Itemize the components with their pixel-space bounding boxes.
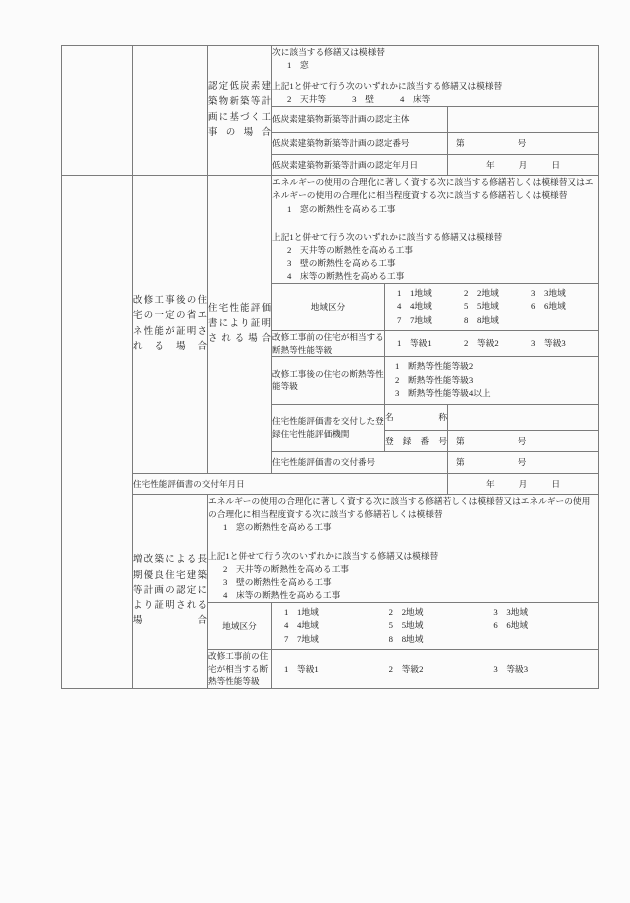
s2-institution-label: 住宅性能評価書を交付した登録住宅性能評価機関	[272, 404, 385, 452]
section3-work-row	[62, 495, 599, 602]
s2-issue-number-label: 住宅性能評価書の交付番号	[272, 452, 448, 474]
s2-grade-after-options[interactable]	[385, 357, 599, 404]
s1-cert-number-label: 低炭素建築物新築等計画の認定番号	[272, 133, 448, 155]
s1-date-day: 日	[551, 159, 561, 170]
s3-region-label: 地域区分	[208, 602, 272, 649]
section2-work-row	[62, 176, 599, 283]
s2-region-options[interactable]	[385, 283, 599, 330]
s2-date-day: 日	[551, 478, 561, 489]
s2-grade-after-3[interactable]: 3 断熱等性能等級4以上	[395, 388, 491, 399]
section1-work-row	[62, 46, 599, 107]
s2-grade-before-3[interactable]: 3 等級3	[531, 338, 566, 349]
s3-grade-before-1[interactable]: 1 等級1	[284, 663, 319, 674]
s3-grade-before-2[interactable]: 2 等級2	[388, 663, 424, 674]
s2-region-3[interactable]: 3 3地域	[531, 287, 566, 298]
s2-grade-after-2[interactable]: 2 断熱等性能等級3	[395, 374, 474, 385]
s2-region-1[interactable]: 1 1地域	[397, 287, 432, 298]
s2-work-heading2: 上記1と併せて行う次のいずれかに該当する修繕又は模様替	[272, 231, 503, 242]
s3-region-7[interactable]: 7 7地域	[284, 633, 319, 644]
s2-region-2[interactable]: 2 2地域	[464, 287, 499, 298]
s2-issue-number-suffix: 号	[517, 457, 527, 468]
section3-case-label: 増改築による長期優良住宅建築等計画の認定により証明される場合	[133, 495, 208, 688]
s3-grade-before-options[interactable]	[272, 650, 599, 688]
s3-grade-before-label: 改修工事前の住宅が相当する断熱等性能等級	[208, 650, 272, 688]
s3-work-item2: 2 天井等の断熱性を高める工事	[223, 563, 349, 574]
s1-date-month: 月	[518, 159, 528, 170]
s3-region-blank	[487, 633, 592, 646]
s3-region-options[interactable]	[272, 602, 599, 649]
s3-work-item1: 1 窓の断熱性を高める工事	[223, 522, 332, 533]
s1-cert-date-label: 低炭素建築物新築等計画の認定年月日	[272, 154, 448, 176]
s1-cert-number-prefix: 第	[456, 138, 465, 149]
s1-cert-number-value[interactable]	[448, 133, 599, 155]
s2-grade-before-options[interactable]	[385, 331, 599, 357]
s2-region-8[interactable]: 8 8地域	[464, 314, 499, 325]
s2-grade-after-label: 改修工事後の住宅の断熱等性能等級	[272, 357, 385, 404]
s2-work-item1: 1 窓の断熱性を高める工事	[287, 203, 396, 214]
s2-work-heading1: エネルギーの使用の合理化に著しく資する次に該当する修繕若しくは模様替又はエネルギーの使用の合理化に相当程度資する次に該当する修繕若しくは模様替	[272, 177, 594, 201]
s3-work-item3: 3 壁の断熱性を高める工事	[223, 576, 332, 587]
s1-authority-label: 低炭素建築物新築等計画の認定主体	[272, 107, 448, 133]
s2-work-item4: 4 床等の断熱性を高める工事	[287, 270, 405, 281]
s2-date-year: 年	[485, 478, 495, 489]
section2-outer-blank-cell	[62, 176, 133, 688]
section3-work-block	[208, 495, 599, 602]
s3-work-heading1: エネルギーの使用の合理化に著しく資する次に該当する修繕若しくは模様替又はエネルギーの使用の合理化に相当程度資する次に該当する修繕若しくは模様替	[208, 496, 591, 520]
s2-institution-name-label: 名 称	[385, 404, 448, 430]
s2-region-4[interactable]: 4 4地域	[397, 301, 432, 312]
s2-issue-date-value[interactable]	[448, 473, 599, 495]
s2-work-item2: 2 天井等の断熱性を高める工事	[287, 244, 413, 255]
s3-region-8[interactable]: 8 8地域	[388, 633, 424, 644]
form-table	[61, 45, 599, 689]
s2-date-month: 月	[518, 478, 528, 489]
s1-cert-date-value[interactable]	[448, 154, 599, 176]
section1-case-label: 認定低炭素建築物新築等計画に基づく工事の場合	[208, 46, 272, 176]
s2-regno-suffix: 号	[517, 435, 527, 446]
section2-issue-date-row	[62, 473, 599, 495]
s3-work-gap	[208, 535, 598, 550]
s2-institution-regno-label: 登録番号	[385, 430, 448, 452]
s3-region-3[interactable]: 3 3地域	[493, 606, 529, 617]
s2-regno-prefix: 第	[456, 435, 465, 446]
s1-work-heading2: 上記1と併せて行う次のいずれかに該当する修繕又は模様替	[272, 81, 503, 92]
s1-date-year: 年	[485, 159, 495, 170]
s3-work-item4: 4 床等の断熱性を高める工事	[223, 589, 341, 600]
section1-spacer-cell	[133, 46, 208, 176]
s3-region-5[interactable]: 5 5地域	[388, 620, 424, 631]
s1-work-item1: 1 窓	[287, 60, 309, 71]
s3-region-4[interactable]: 4 4地域	[284, 620, 319, 631]
s3-region-6[interactable]: 6 6地域	[493, 620, 529, 631]
s2-region-blank	[525, 314, 592, 327]
s2-work-gap	[272, 216, 598, 231]
s3-grade-before-3[interactable]: 3 等級3	[493, 663, 529, 674]
section1-outer-blank-cell	[62, 46, 133, 176]
s2-grade-before-label: 改修工事前の住宅が相当する断熱等性能等級	[272, 332, 384, 355]
s2-issue-number-value[interactable]	[448, 452, 599, 474]
section2-case-label: 住宅性能評価書により証明される場合	[208, 176, 272, 473]
s2-work-item3: 3 壁の断熱性を高める工事	[287, 257, 396, 268]
s2-issue-number-prefix: 第	[456, 457, 465, 468]
s3-work-heading2: 上記1と併せて行う次のいずれかに該当する修繕又は模様替	[208, 550, 439, 561]
s2-region-7[interactable]: 7 7地域	[397, 314, 432, 325]
s1-work-items2: 2 天井等 3 壁 4 床等	[287, 94, 431, 105]
section2-work-block	[272, 176, 599, 283]
s2-institution-regno-value[interactable]	[448, 430, 599, 452]
s2-region-label: 地域区分	[272, 283, 385, 330]
s2-grade-before-1[interactable]: 1 等級1	[397, 338, 432, 349]
s1-work-heading1: 次に該当する修繕又は模様替	[272, 47, 385, 57]
section1-work-block	[272, 46, 599, 107]
s1-work-gap	[272, 72, 598, 80]
s2-region-5[interactable]: 5 5地域	[464, 301, 499, 312]
section2-outer-label: 改修工事後の住宅の一定の省エネ性能が証明される場合	[133, 176, 208, 473]
s2-institution-name-value[interactable]	[448, 404, 599, 430]
form-sheet	[61, 45, 598, 808]
s2-grade-before-2[interactable]: 2 等級2	[464, 338, 499, 349]
s1-authority-value[interactable]	[448, 107, 599, 133]
s2-grade-after-1[interactable]: 1 断熱等性能等級2	[395, 361, 474, 372]
s3-region-2[interactable]: 2 2地域	[388, 606, 424, 617]
s2-region-6[interactable]: 6 6地域	[531, 301, 566, 312]
s3-region-1[interactable]: 1 1地域	[284, 606, 319, 617]
s2-issue-date-label: 住宅性能評価書の交付年月日	[133, 473, 448, 495]
s1-cert-number-suffix: 号	[517, 138, 527, 149]
